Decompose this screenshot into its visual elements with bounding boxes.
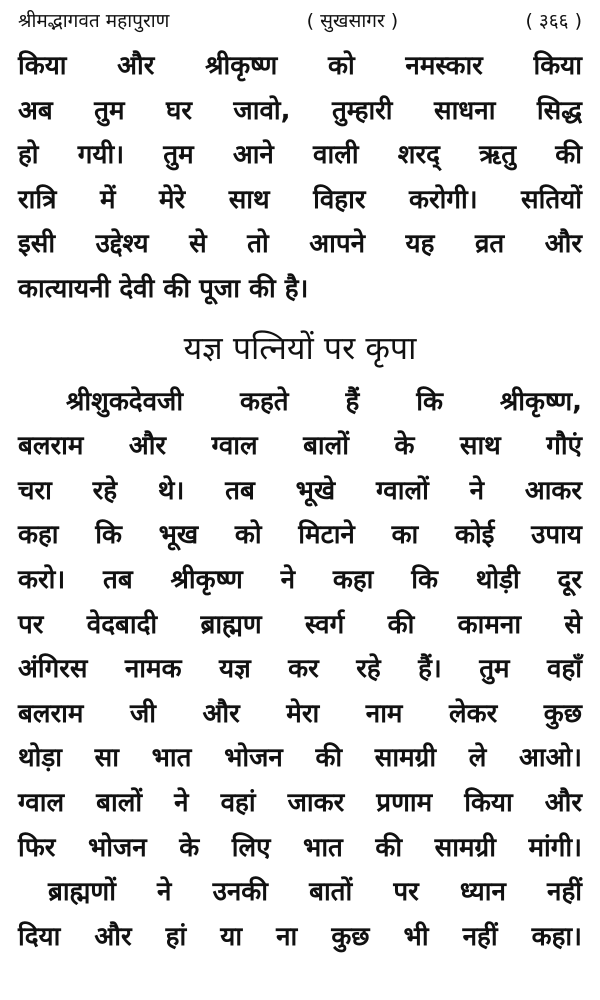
text-line: चरा रहे थे। तब भूखे ग्वालों ने आकर bbox=[18, 475, 582, 506]
page-number: ( ३६६ ) bbox=[525, 10, 582, 32]
book-subtitle: ( सुखसागर ) bbox=[306, 10, 399, 32]
text-line: कहा कि भूख को मिटाने का कोई उपाय bbox=[18, 520, 582, 551]
paragraph-1 bbox=[18, 44, 582, 312]
text-line: बलराम और ग्वाल बालों के साथ गौएं bbox=[18, 431, 582, 462]
text-line: किया और श्रीकृष्ण को नमस्कार किया bbox=[18, 51, 582, 81]
text-line: श्रीशुकदेवजी कहते हैं कि श्रीकृष्ण, bbox=[66, 386, 582, 417]
paragraph-3 bbox=[18, 870, 582, 959]
text-line: बलराम जी और मेरा नाम लेकर कुछ bbox=[18, 698, 582, 729]
text-line: अब तुम घर जावो, तुम्हारी साधना सिद्ध bbox=[18, 95, 582, 126]
text-line: कात्यायनी देवी की पूजा की है। bbox=[18, 273, 309, 304]
text-line: दिया और हां या ना कुछ भी नहीं कहा। bbox=[18, 921, 582, 952]
text-line: हो गयी। तुम आने वाली शरद् ऋतु की bbox=[18, 140, 582, 171]
text-line: पर वेदबादी ब्राह्मण स्वर्ग की कामना से bbox=[18, 609, 582, 640]
text-line: करो। तब श्रीकृष्ण ने कहा कि थोड़ी दूर bbox=[18, 564, 582, 595]
text-line: फिर भोजन के लिए भात की सामग्री मांगी। bbox=[18, 832, 582, 863]
paragraph-2 bbox=[18, 380, 582, 871]
book-title: श्रीमद्भागवत महापुराण bbox=[18, 10, 170, 32]
text-line: थोड़ा सा भात भोजन की सामग्री ले आओ। bbox=[18, 743, 582, 774]
text-line: अंगिरस नामक यज्ञ कर रहे हैं। तुम वहाँ bbox=[18, 654, 582, 685]
running-header bbox=[18, 0, 582, 44]
text-line: इसी उद्देश्य से तो आपने यह व्रत और bbox=[18, 229, 582, 260]
text-line: ग्वाल बालों ने वहां जाकर प्रणाम किया और bbox=[18, 787, 582, 818]
text-line: रात्रि में मेरे साथ विहार करोगी। सतियों bbox=[18, 184, 582, 215]
text-line: ब्राह्मणों ने उनकी बातों पर ध्यान नहीं bbox=[48, 877, 582, 908]
section-heading: यज्ञ पत्नियों पर कृपा bbox=[183, 328, 417, 367]
